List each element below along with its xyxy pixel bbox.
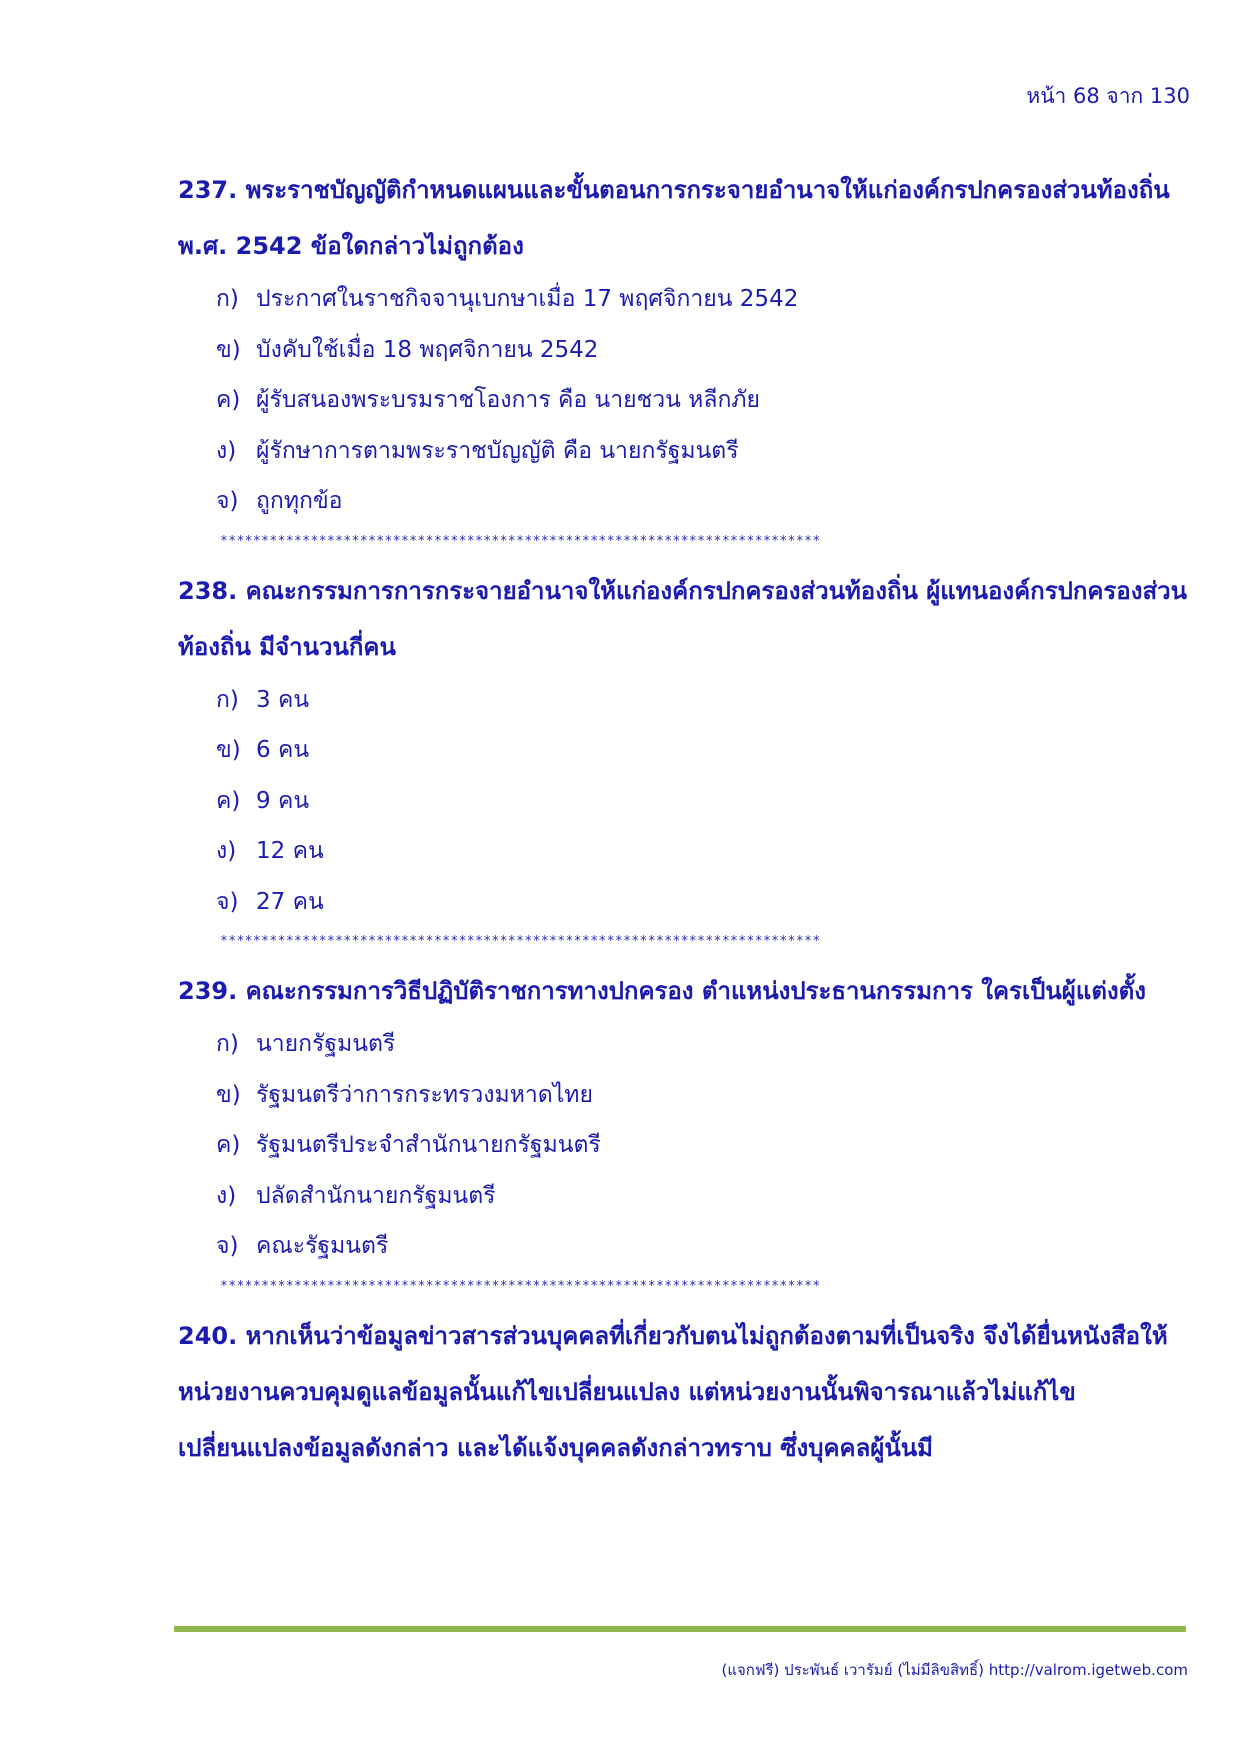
page-number: หน้า 68 จาก 130 (1026, 84, 1190, 108)
choice-item (216, 1171, 1188, 1222)
question-text: 239. คณะกรรมการวิธีปฏิบัติราชการทางปกครอง ตำแหน่งประธานกรรมการ ใครเป็นผู้แต่งตั้ง (178, 977, 1146, 1005)
question-238 (178, 563, 1188, 928)
choice-item (216, 1221, 1188, 1272)
choice-text: รัฐมนตรีว่าการกระทรวงมหาดไทย (256, 1081, 593, 1108)
choice-item (216, 325, 1188, 376)
footer-credit: (แจกฟรี) ประพันธ์ เวารัมย์ (ไม่มีลิขสิทธิ์) http://valrom.igetweb.com (721, 1661, 1188, 1679)
choice-text: รัฐมนตรีประจำสำนักนายกรัฐมนตรี (256, 1132, 601, 1158)
choice-item (216, 725, 1188, 776)
choice-text: 3 คน (256, 686, 310, 713)
choice-text: ประกาศในราชกิจจานุเบกษาเมื่อ 17 พฤศจิกายน 2542 (256, 286, 799, 312)
choice-label: ข) (216, 336, 241, 363)
page-content (178, 162, 1188, 1476)
choice-item (216, 476, 1188, 527)
choice-text: 12 คน (256, 838, 324, 864)
choice-list (178, 675, 1188, 928)
choice-label: ก) (216, 1031, 239, 1057)
choice-item (216, 675, 1188, 726)
footer-divider (174, 1626, 1186, 1632)
choice-text: ผู้รับสนองพระบรมราชโองการ คือ นายชวน หลีกภัย (256, 387, 761, 413)
choice-label: ก) (216, 686, 239, 713)
choice-label: ง) (216, 437, 237, 464)
choice-label: ง) (216, 838, 237, 864)
choice-list (178, 1019, 1188, 1272)
choice-text: ถูกทุกข้อ (256, 488, 343, 514)
choice-label: ก) (216, 286, 239, 312)
choice-text: ผู้รักษาการตามพระราชบัญญัติ คือ นายกรัฐมนตรี (256, 437, 739, 464)
choice-text: คณะรัฐมนตรี (256, 1233, 389, 1259)
separator-line: ************************************************************************* (220, 934, 821, 949)
question-text: 237. พระราชบัญญัติกำหนดแผนและขั้นตอนการกระจายอำนาจให้แก่องค์กรปกครองส่วนท้องถิ่น พ.ศ. 2542 ข้อใดกล่าวไม่ถูกต้อง (178, 176, 1170, 260)
choice-item (216, 1120, 1188, 1171)
choice-item (216, 1070, 1188, 1121)
choice-label: ข) (216, 1081, 241, 1108)
choice-label: จ) (216, 1233, 239, 1259)
question-237 (178, 162, 1188, 527)
choice-text: 27 คน (256, 888, 324, 915)
choice-text: บังคับใช้เมื่อ 18 พฤศจิกายน 2542 (256, 336, 599, 363)
choice-label: จ) (216, 488, 239, 514)
separator-line: ************************************************************************* (220, 1278, 821, 1294)
question-text: 238. คณะกรรมการการกระจายอำนาจให้แก่องค์กรปกครองส่วนท้องถิ่น ผู้แทนองค์กรปกครองส่วนท้องถิ่น มีจำนวนกี่คน (178, 576, 1187, 661)
choice-label: ข) (216, 737, 241, 763)
choice-item (216, 826, 1188, 877)
choice-label: ค) (216, 1132, 241, 1158)
choice-label: จ) (216, 888, 239, 915)
choice-text: นายกรัฐมนตรี (256, 1031, 396, 1057)
separator-line: ************************************************************************* (220, 533, 821, 549)
choice-text: ปลัดสำนักนายกรัฐมนตรี (256, 1182, 496, 1209)
choice-item (216, 776, 1188, 827)
choice-list (178, 274, 1188, 527)
choice-text: 9 คน (256, 787, 310, 814)
question-240 (178, 1308, 1188, 1476)
question-239 (178, 963, 1188, 1272)
choice-item (216, 274, 1188, 325)
choice-item (216, 877, 1188, 928)
choice-label: ค) (216, 787, 241, 814)
question-text: 240. หากเห็นว่าข้อมูลข่าวสารส่วนบุคคลที่เกี่ยวกับตนไม่ถูกต้องตามที่เป็นจริง จึงได้ยื่นหนังสือให้หน่วยงานควบคุมดูแลข้อมูลนั้นแก้ไขเปลี่ยนแปลง แต่หน่วยงานนั้นพิจารณาแล้วไม่แก้ไขเปลี่ยนแปลงข้อมูลดังกล่าว และได้แจ้งบุคคลดังกล่าวทราบ ซึ่งบุคคลผู้นั้นมี (178, 1321, 1168, 1462)
choice-label: ง) (216, 1182, 237, 1209)
choice-label: ค) (216, 387, 241, 413)
choice-item (216, 375, 1188, 426)
choice-text: 6 คน (256, 737, 310, 763)
choice-item (216, 1019, 1188, 1070)
choice-item (216, 426, 1188, 477)
